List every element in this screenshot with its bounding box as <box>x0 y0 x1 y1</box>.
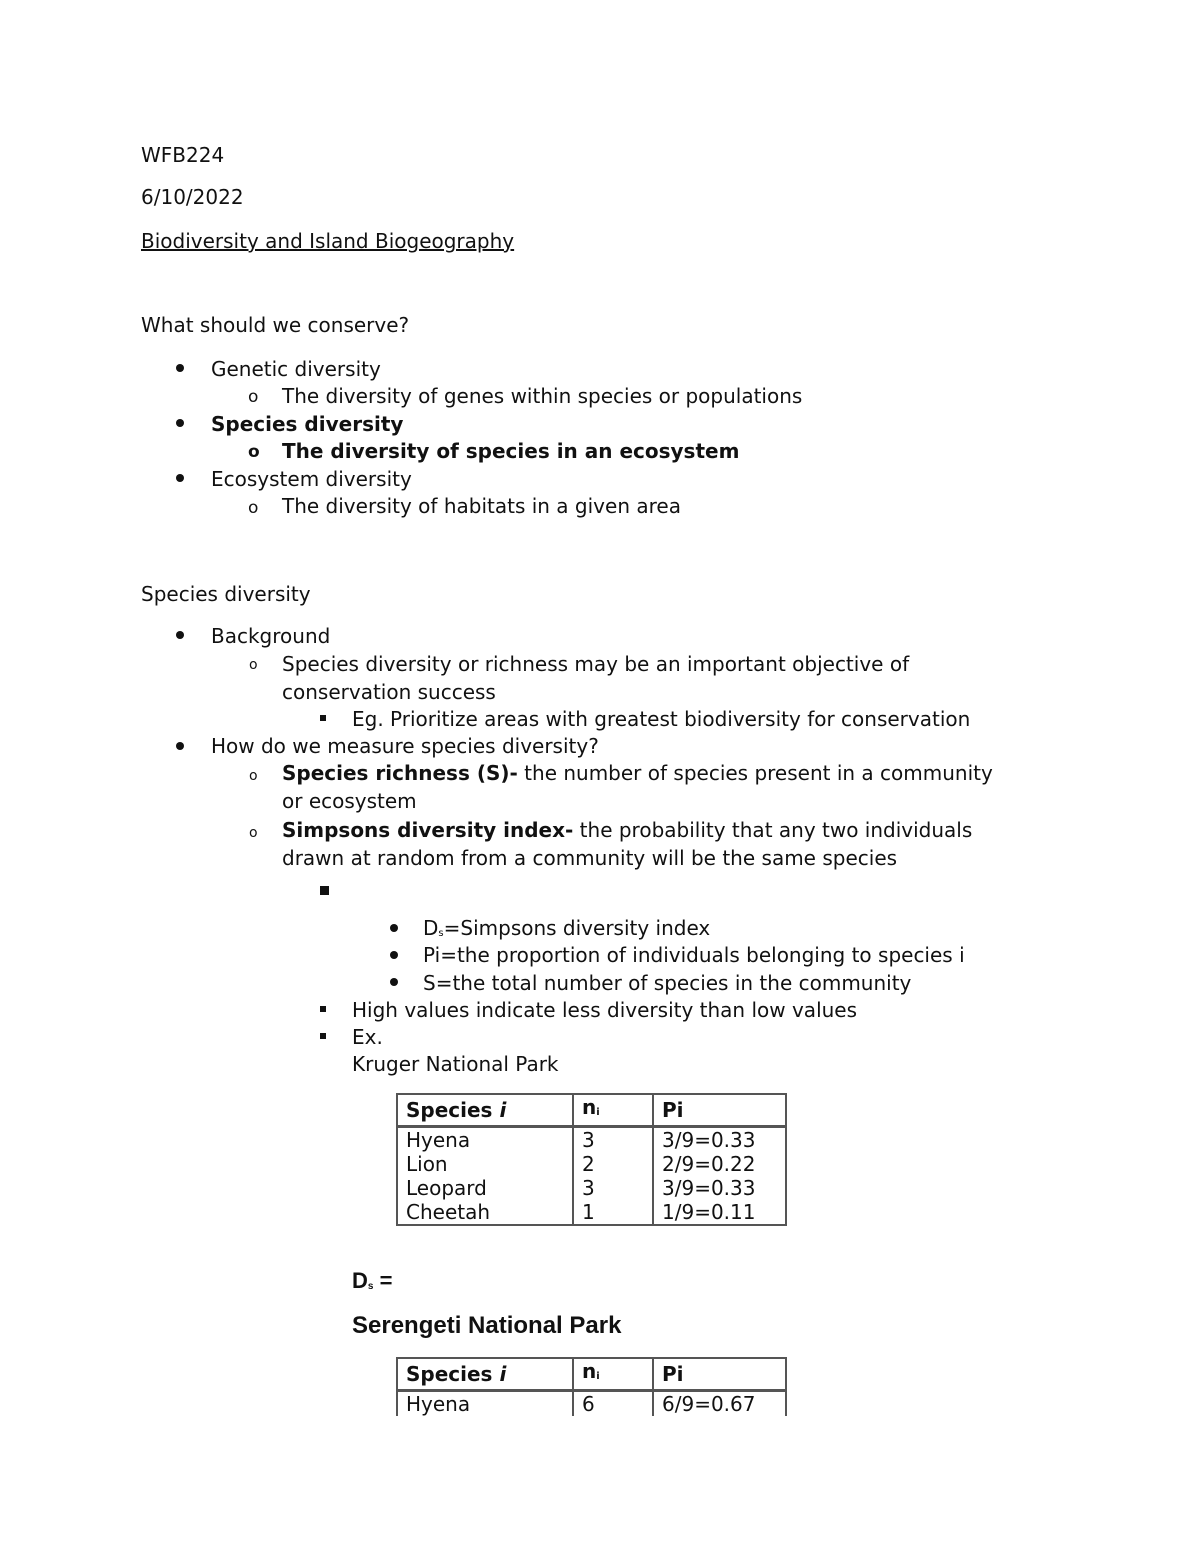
cell-species: Lion <box>397 1152 573 1176</box>
header-pi: Pi <box>653 1094 786 1127</box>
page-title: Biodiversity and Island Biogeography <box>141 229 515 253</box>
high-values-note: High values indicate less diversity than low values <box>352 998 858 1022</box>
cell-pi: 3/9=0.33 <box>653 1176 786 1200</box>
circle-bullet-icon: o <box>248 387 259 407</box>
cell-pi: 6/9=0.67 <box>653 1391 786 1417</box>
cell-n: 6 <box>573 1391 653 1417</box>
conserve-sub-ecosystem: The diversity of habitats in a given area <box>282 494 681 518</box>
bullet-icon <box>176 742 184 750</box>
table-row <box>397 1200 786 1225</box>
bullet-icon <box>390 924 398 932</box>
date: 6/10/2022 <box>141 185 244 209</box>
cell-n: 2 <box>573 1152 653 1176</box>
example-label: Ex. <box>352 1025 383 1049</box>
circle-bullet-icon: o <box>248 442 260 462</box>
table-header-row <box>397 1094 786 1127</box>
bullet-icon <box>176 474 184 482</box>
richness-line1 <box>282 761 993 785</box>
richness-def: the number of species present in a community <box>517 761 993 785</box>
simpson-def: the probability that any two individuals <box>573 818 973 842</box>
background-label: Background <box>211 624 331 648</box>
square-bullet-icon <box>320 1033 326 1039</box>
square-bullet-icon <box>320 886 329 895</box>
bullet-icon <box>390 951 398 959</box>
circle-bullet-icon: o <box>249 768 258 784</box>
header-n: $n_i$ <box>573 1094 653 1127</box>
conserve-item-genetic: Genetic diversity <box>211 357 381 381</box>
conserve-item-ecosystem: Ecosystem diversity <box>211 467 412 491</box>
conserve-item-species: Species diversity <box>211 412 404 436</box>
circle-bullet-icon: o <box>249 657 258 673</box>
simpson-term: Simpsons diversity index- <box>282 818 574 842</box>
square-bullet-icon <box>320 1006 326 1012</box>
cell-pi: 3/9=0.33 <box>653 1127 786 1153</box>
bullet-icon <box>176 631 184 639</box>
table-row <box>397 1176 786 1200</box>
cell-n: 1 <box>573 1200 653 1225</box>
def-ds: $D_s=Simpsons$ diversity index <box>423 916 711 940</box>
cell-species: Hyena <box>397 1127 573 1153</box>
header-species: Species i <box>397 1358 573 1391</box>
header-n: $n_i$ <box>573 1358 653 1391</box>
conserve-question: What should we conserve? <box>141 313 410 337</box>
background-eg: Eg. Prioritize areas with greatest biodiversity for conservation <box>352 707 971 731</box>
richness-line2: or ecosystem <box>282 789 417 813</box>
conserve-sub-species: The diversity of species in an ecosystem <box>282 439 740 463</box>
cell-pi: 2/9=0.22 <box>653 1152 786 1176</box>
header-species: Species i <box>397 1094 573 1127</box>
cell-pi: 1/9=0.11 <box>653 1200 786 1225</box>
square-bullet-icon <box>320 715 326 721</box>
background-sub-line2: conservation success <box>282 680 496 704</box>
ds-equation: $D_s$ = <box>352 1268 393 1293</box>
def-s: S=the total number of species in the community <box>423 971 912 995</box>
measure-label: How do we measure species diversity? <box>211 734 599 758</box>
serengeti-table <box>396 1357 787 1416</box>
kruger-title: Kruger National Park <box>352 1052 559 1076</box>
bullet-icon <box>176 419 184 427</box>
serengeti-title: Serengeti National Park <box>352 1312 622 1339</box>
richness-term: Species richness (S)- <box>282 761 518 785</box>
header-pi: Pi <box>653 1358 786 1391</box>
conserve-sub-genetic: The diversity of genes within species or populations <box>282 384 803 408</box>
background-sub-line1: Species diversity or richness may be an important objective of <box>282 652 910 676</box>
cell-species: Leopard <box>397 1176 573 1200</box>
table-row <box>397 1127 786 1153</box>
def-pi: Pi=the proportion of individuals belonging to species i <box>423 943 965 967</box>
cell-species: Hyena <box>397 1391 573 1417</box>
cell-species: Cheetah <box>397 1200 573 1225</box>
cell-n: 3 <box>573 1176 653 1200</box>
bullet-icon <box>390 978 398 986</box>
table-row <box>397 1391 786 1417</box>
bullet-icon <box>176 364 184 372</box>
cell-n: 3 <box>573 1127 653 1153</box>
simpson-line2: drawn at random from a community will be the same species <box>282 846 898 870</box>
table-header-row <box>397 1358 786 1391</box>
circle-bullet-icon: o <box>249 825 258 841</box>
circle-bullet-icon: o <box>248 498 259 518</box>
simpson-line1 <box>282 818 972 842</box>
course-code: WFB224 <box>141 143 225 167</box>
section-heading: Species diversity <box>141 582 311 606</box>
kruger-table <box>396 1093 787 1226</box>
table-row <box>397 1152 786 1176</box>
